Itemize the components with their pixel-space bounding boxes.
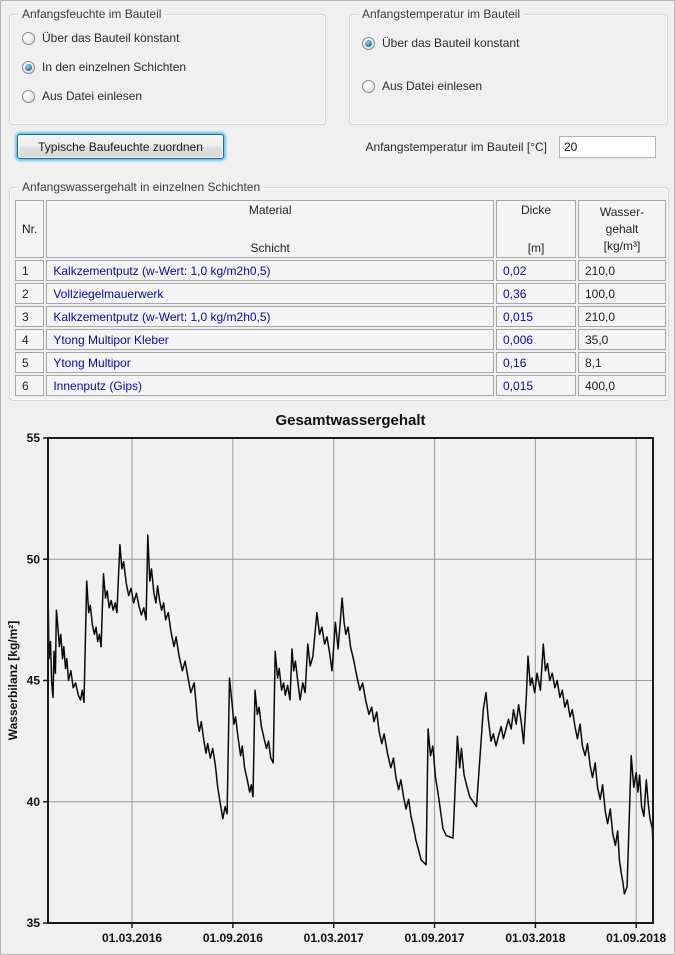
layer-dicke-cell[interactable]: 0,36 [496,283,576,304]
groupbox-anfangstemperatur [349,7,668,125]
anfangsfeuchte-option-1[interactable] [10,60,325,74]
layer-nr-cell: 4 [15,329,44,350]
radio-selected-icon[interactable] [362,37,375,50]
anfangstemperatur-option-1[interactable] [350,79,667,93]
anfangstemperatur-radio-group [350,15,667,93]
anfangsfeuchte-option-label: Über das Bauteil konstant [42,31,180,45]
col-header-wassergehalt: Wasser- gehalt [kg/m³] [578,200,666,258]
layers-table [13,198,668,398]
anfangsfeuchte-option-2[interactable] [10,89,325,103]
table-row [15,306,666,327]
layers-table-header-row [15,200,666,258]
layer-wassergehalt-cell[interactable]: 400,0 [578,375,666,396]
anfangstemperatur-field-label: Anfangstemperatur im Bauteil [°C] [365,140,547,154]
x-tick-label: 01.09.2017 [404,931,465,945]
layer-wassergehalt-cell[interactable]: 210,0 [578,306,666,327]
layer-material-cell[interactable]: Kalkzementputz (w-Wert: 1,0 kg/m2h0,5) [46,306,494,327]
layer-dicke-cell[interactable]: 0,16 [496,352,576,373]
anfangstemperatur-option-0[interactable] [350,36,667,50]
layer-nr-cell: 1 [15,260,44,281]
y-tick-label: 35 [26,916,40,930]
table-row [15,329,666,350]
y-tick-label: 55 [26,431,40,445]
col-header-dicke: Dicke [m] [496,200,576,258]
x-tick-label: 01.03.2017 [303,931,364,945]
groupbox-anfangsfeuchte-title: Anfangsfeuchte im Bauteil [18,7,165,21]
layer-nr-cell: 5 [15,352,44,373]
groupbox-anfangswassergehalt-title: Anfangswassergehalt in einzelnen Schichten [18,180,264,194]
col-header-material: Material Schicht [46,200,494,258]
anfangsfeuchte-option-label: In den einzelnen Schichten [42,60,187,74]
table-row [15,375,666,396]
y-tick-label: 40 [26,794,40,809]
layer-nr-cell: 2 [15,283,44,304]
y-tick-label: 50 [26,552,40,567]
layer-dicke-cell[interactable]: 0,006 [496,329,576,350]
layer-material-cell[interactable]: Vollziegelmauerwerk [46,283,494,304]
layer-wassergehalt-cell[interactable]: 8,1 [578,352,666,373]
anfangsfeuchte-option-0[interactable] [10,31,325,45]
chart-title: Gesamtwassergehalt [275,412,426,429]
x-tick-label: 01.09.2018 [606,931,667,945]
radio-unselected-icon[interactable] [362,80,375,93]
layer-nr-cell: 3 [15,306,44,327]
layer-material-cell[interactable]: Innenputz (Gips) [46,375,494,396]
typische-baufeuchte-button[interactable]: Typische Baufeuchte zuordnen [17,134,224,159]
gesamtwassergehalt-chart [1,406,675,955]
layer-material-cell[interactable]: Ytong Multipor Kleber [46,329,494,350]
y-tick-label: 45 [26,673,40,688]
layer-wassergehalt-cell[interactable]: 35,0 [578,329,666,350]
table-row [15,352,666,373]
x-tick-label: 01.03.2018 [505,931,566,945]
radio-unselected-icon[interactable] [22,90,35,103]
col-header-nr: Nr. [15,200,44,258]
y-axis-title: Wasserbilanz [kg/m²] [6,620,20,741]
layer-material-cell[interactable]: Ytong Multipor [46,352,494,373]
radio-unselected-icon[interactable] [22,32,35,45]
table-row [15,283,666,304]
layer-wassergehalt-cell[interactable]: 100,0 [578,283,666,304]
groupbox-anfangstemperatur-title: Anfangstemperatur im Bauteil [358,7,524,21]
x-tick-label: 01.03.2016 [101,931,163,945]
anfangstemperatur-option-label: Über das Bauteil konstant [382,36,520,50]
anfangsfeuchte-option-label: Aus Datei einlesen [42,89,143,103]
x-tick-label: 01.09.2016 [202,931,263,945]
groupbox-anfangswassergehalt [9,180,669,401]
groupbox-anfangsfeuchte [9,7,326,125]
layer-dicke-cell[interactable]: 0,02 [496,260,576,281]
anfangstemperatur-input[interactable] [559,136,656,158]
table-row [15,260,666,281]
layer-dicke-cell[interactable]: 0,015 [496,306,576,327]
layer-nr-cell: 6 [15,375,44,396]
anfangstemperatur-option-label: Aus Datei einlesen [382,79,483,93]
anfangsfeuchte-radio-group [10,15,325,103]
layer-wassergehalt-cell[interactable]: 210,0 [578,260,666,281]
radio-selected-icon[interactable] [22,61,35,74]
layer-material-cell[interactable]: Kalkzementputz (w-Wert: 1,0 kg/m2h0,5) [46,260,494,281]
layer-dicke-cell[interactable]: 0,015 [496,375,576,396]
